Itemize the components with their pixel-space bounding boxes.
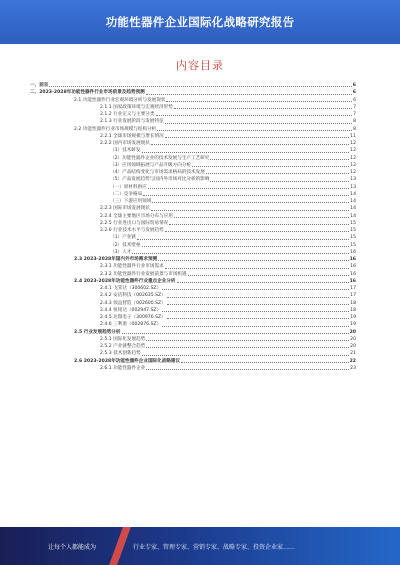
toc-entry-page: 20 [350,336,356,342]
toc-leader-dots [142,151,350,153]
toc-entry-page: 15 [350,235,356,241]
toc-leader-dots [162,288,349,290]
toc-entry-title: 2.6.1 功能性器件企业 [100,365,146,371]
toc-entry[interactable] [30,97,356,104]
toc-leader-dots [165,230,349,232]
toc-entry[interactable] [30,249,356,256]
toc-leader-dots [167,296,349,298]
toc-leader-dots [165,136,349,138]
toc-leader-dots [158,259,348,261]
toc-entry-title: 2.6 2023-2028年功能性器件企业国际化战略建议 [74,358,181,364]
toc-entry-title: （三）下游应用领域 [110,199,152,204]
toc-leader-dots [146,346,349,348]
toc-leader-dots [162,310,349,312]
toc-entry-title: 2.1.1 国家政策环境与宏观经济形势 [100,104,173,110]
toc-entry-page: 16 [350,264,356,270]
toc-entry-title: 2.5.3 技术创新趋势 [100,351,141,357]
toc-entry-page: 12 [350,170,356,175]
toc-leader-dots [137,238,349,240]
toc-entry-page: 16 [349,278,356,284]
toc-entry-page: 6 [352,90,356,96]
table-of-contents [30,82,356,500]
toc-entry-title: 2.4.4 恒铭达（002947.SZ） [100,307,162,313]
toc-entry[interactable] [30,292,356,299]
toc-entry-title: 2.2.3 国际市场发展现状 [100,206,150,212]
toc-entry-page: 19 [350,322,356,328]
toc-entry-page: 15 [350,220,356,226]
toc-entry[interactable] [30,329,356,336]
toc-entry-page: 23 [350,365,356,371]
toc-entry-title: 2.1.2 行业定义与主要分类 [100,112,155,117]
toc-entry-title: 2.4.5 达瑞电子（300976.SZ） [100,315,166,320]
toc-entry-page: 14 [350,199,356,204]
toc-entry[interactable] [30,278,356,285]
toc-entry-title: 2.3.2 功能性器件行业发展前景与市场机遇 [100,271,187,277]
toc-entry[interactable] [30,256,356,263]
toc-entry[interactable] [30,365,356,372]
toc-entry-title: 一、前言 [30,83,49,88]
toc-leader-dots [188,274,349,276]
toc-entry[interactable] [30,184,356,191]
toc-entry-title: 2.2.1 全球市场规模与增长情况 [100,133,164,139]
toc-entry[interactable] [30,220,356,227]
toc-entry-title: （3）人才 [110,249,132,255]
toc-entry[interactable] [30,89,356,96]
toc-leader-dots [167,317,349,319]
toc-leader-dots [122,332,349,334]
toc-entry[interactable] [30,271,356,278]
document-header-bar [0,0,400,44]
toc-entry-title: （2）功能性器件企业的技术发展与生产工艺研究 [110,155,210,161]
toc-entry-page: 22 [349,358,356,364]
toc-entry-page: 14 [350,206,356,212]
toc-entry[interactable] [30,176,356,183]
toc-entry-title: （1）产业链 [110,235,136,241]
toc-entry[interactable] [30,234,356,241]
toc-entry-page: 12 [350,155,356,161]
toc-entry[interactable] [30,111,356,118]
toc-entry[interactable] [30,191,356,198]
toc-leader-dots [210,158,349,160]
toc-entry[interactable] [30,198,356,205]
toc-entry[interactable] [30,307,356,314]
toc-entry[interactable] [30,336,356,343]
toc-entry-title: （4）产品结构变化与市场需求格局的技术发展 [110,170,205,175]
toc-entry[interactable] [30,155,356,162]
toc-leader-dots [146,339,349,341]
toc-entry-page: 12 [350,141,356,146]
toc-entry-title: 2.3.1 功能性器件行业市场需求 [100,264,164,270]
toc-entry-page: 16 [350,271,356,277]
toc-entry-title: 2.1 功能性器件行业宏观环境分析与发展现状 [74,97,166,103]
toc-leader-dots [210,180,349,182]
toc-entry-page: 20 [349,329,356,335]
toc-leader-dots [146,93,352,95]
toc-entry-title: （3）应用领域拓展与产品升级方向分析 [110,162,192,168]
toc-leader-dots [192,165,349,167]
toc-entry[interactable] [30,162,356,169]
toc-entry[interactable] [30,82,356,89]
toc-leader-dots [165,267,349,269]
toc-entry[interactable] [30,321,356,328]
toc-leader-dots [142,245,350,247]
toc-entry[interactable] [30,104,356,111]
toc-entry-title: 2.4.2 安洁科技（002635.SZ） [100,293,166,299]
toc-entry-title: 2.5 行业发展趋势分析 [74,329,121,335]
toc-entry-page: 15 [350,242,356,248]
toc-entry-page: 18 [350,300,356,306]
toc-entry[interactable] [30,169,356,176]
toc-entry-title: 2.2.4 全球主要地区市场分布与应用 [100,213,173,219]
toc-entry[interactable] [30,285,356,292]
toc-entry[interactable] [30,147,356,154]
toc-entry[interactable] [30,300,356,307]
toc-leader-dots [165,122,352,124]
toc-leader-dots [151,143,349,145]
toc-leader-dots [49,85,351,87]
toc-entry-page: 21 [350,351,356,357]
toc-leader-dots [166,100,352,102]
toc-entry-title: 2.5.2 产业链整合趋势 [100,344,146,349]
toc-entry-page: 7 [353,104,356,110]
toc-entry-title: 2.3 2023-2028年国内外市场需求预测 [74,257,158,262]
toc-entry[interactable] [30,263,356,270]
toc-entry-title: （1）技术研发 [110,148,141,154]
toc-leader-dots [162,325,349,327]
toc-entry-page: 8 [353,126,356,132]
toc-entry[interactable] [30,118,356,125]
toc-leader-dots [174,107,352,109]
toc-entry[interactable] [30,205,356,212]
toc-entry-page: 7 [353,112,356,117]
toc-entry-title: 2.4.1 飞荣达（300602.SZ） [100,286,162,291]
toc-entry-page: 13 [350,184,356,190]
toc-entry-title: 2.4 2023-2028年功能性器件行业重点企业分析 [74,278,176,284]
toc-entry[interactable] [30,343,356,350]
toc-leader-dots [132,252,349,254]
toc-leader-dots [152,201,349,203]
toc-entry-title: 2.1.3 行业发展阶段与发展特征 [100,119,164,125]
toc-entry-page: 14 [350,191,356,197]
toc-entry-page: 11 [350,133,356,139]
toc-leader-dots [181,361,348,363]
toc-entry-title: （2）技术壁垒 [110,242,141,248]
report-title: 功能性器件企业国际化战略研究报告 [105,15,295,29]
toc-entry-title: 2.4.6 三利谱（002876.SZ） [100,322,162,328]
toc-entry-page: 16 [350,249,356,255]
toc-entry[interactable] [30,314,356,321]
toc-entry[interactable] [30,133,356,140]
toc-entry-page: 13 [350,177,356,183]
toc-entry-page: 12 [350,148,356,154]
footer-slogan: 让每个人都能成为 [48,544,97,551]
toc-heading: 内容目录 [176,59,224,72]
toc-entry-title: 2.2.2 国内市场发展现状 [100,141,150,146]
toc-entry-title: 2.4.3 领益智造（002600.SZ） [100,300,166,306]
toc-entry-page: 15 [350,228,356,233]
toc-entry[interactable] [30,140,356,147]
toc-entry-title: （二）竞争格局 [110,191,143,197]
footer-accent-stripe [109,527,131,565]
toc-entry-page: 8 [353,119,356,125]
toc-entry-page: 18 [350,307,356,313]
toc-leader-dots [143,194,349,196]
toc-entry[interactable] [30,242,356,249]
toc-entry[interactable] [30,126,356,133]
toc-entry[interactable] [30,350,356,357]
toc-entry[interactable] [30,358,356,365]
toc-entry-page: 16 [349,257,356,262]
toc-leader-dots [177,281,349,283]
toc-entry[interactable] [30,213,356,220]
toc-entry-page: 19 [350,315,356,320]
toc-entry-page: 6 [352,83,356,88]
toc-entry-page: 17 [350,293,356,299]
toc-entry-page: 14 [350,213,356,219]
toc-entry-page: 20 [350,344,356,349]
toc-entry-page: 6 [353,97,356,103]
toc-entry-page: 12 [350,162,356,168]
footer-roles-text: 行业专家、管理专家、营销专家、战略专家、投资企业家…… [133,544,296,551]
toc-entry-title: 2.2.5 行业进出口与国际贸易情况 [100,220,169,226]
toc-entry-title: （一）原材料供应 [110,184,147,190]
toc-entry-title: 2.5.1 国际化发展趋势 [100,336,146,342]
toc-entry-title: 2.2.6 行业技术水平与发展趋势 [100,228,164,233]
toc-leader-dots [146,368,349,370]
toc-leader-dots [157,129,352,131]
toc-leader-dots [151,209,349,211]
toc-leader-dots [174,216,349,218]
document-footer-bar [0,527,400,565]
toc-leader-dots [167,303,349,305]
toc-entry-title: 2.2 功能性器件行业市场规模与结构分析 [74,126,157,132]
toc-entry[interactable] [30,227,356,234]
toc-entry-page: 17 [350,286,356,291]
toc-leader-dots [156,114,353,116]
toc-leader-dots [169,223,349,225]
toc-leader-dots [206,172,349,174]
toc-leader-dots [142,354,349,356]
toc-entry-title: （5）产品发展趋势与国内外市场对比分析的影响 [110,177,210,183]
toc-leader-dots [148,187,349,189]
toc-entry-title: 二、2023-2028年功能性器件行业市场前景及趋势预测 [30,90,145,96]
